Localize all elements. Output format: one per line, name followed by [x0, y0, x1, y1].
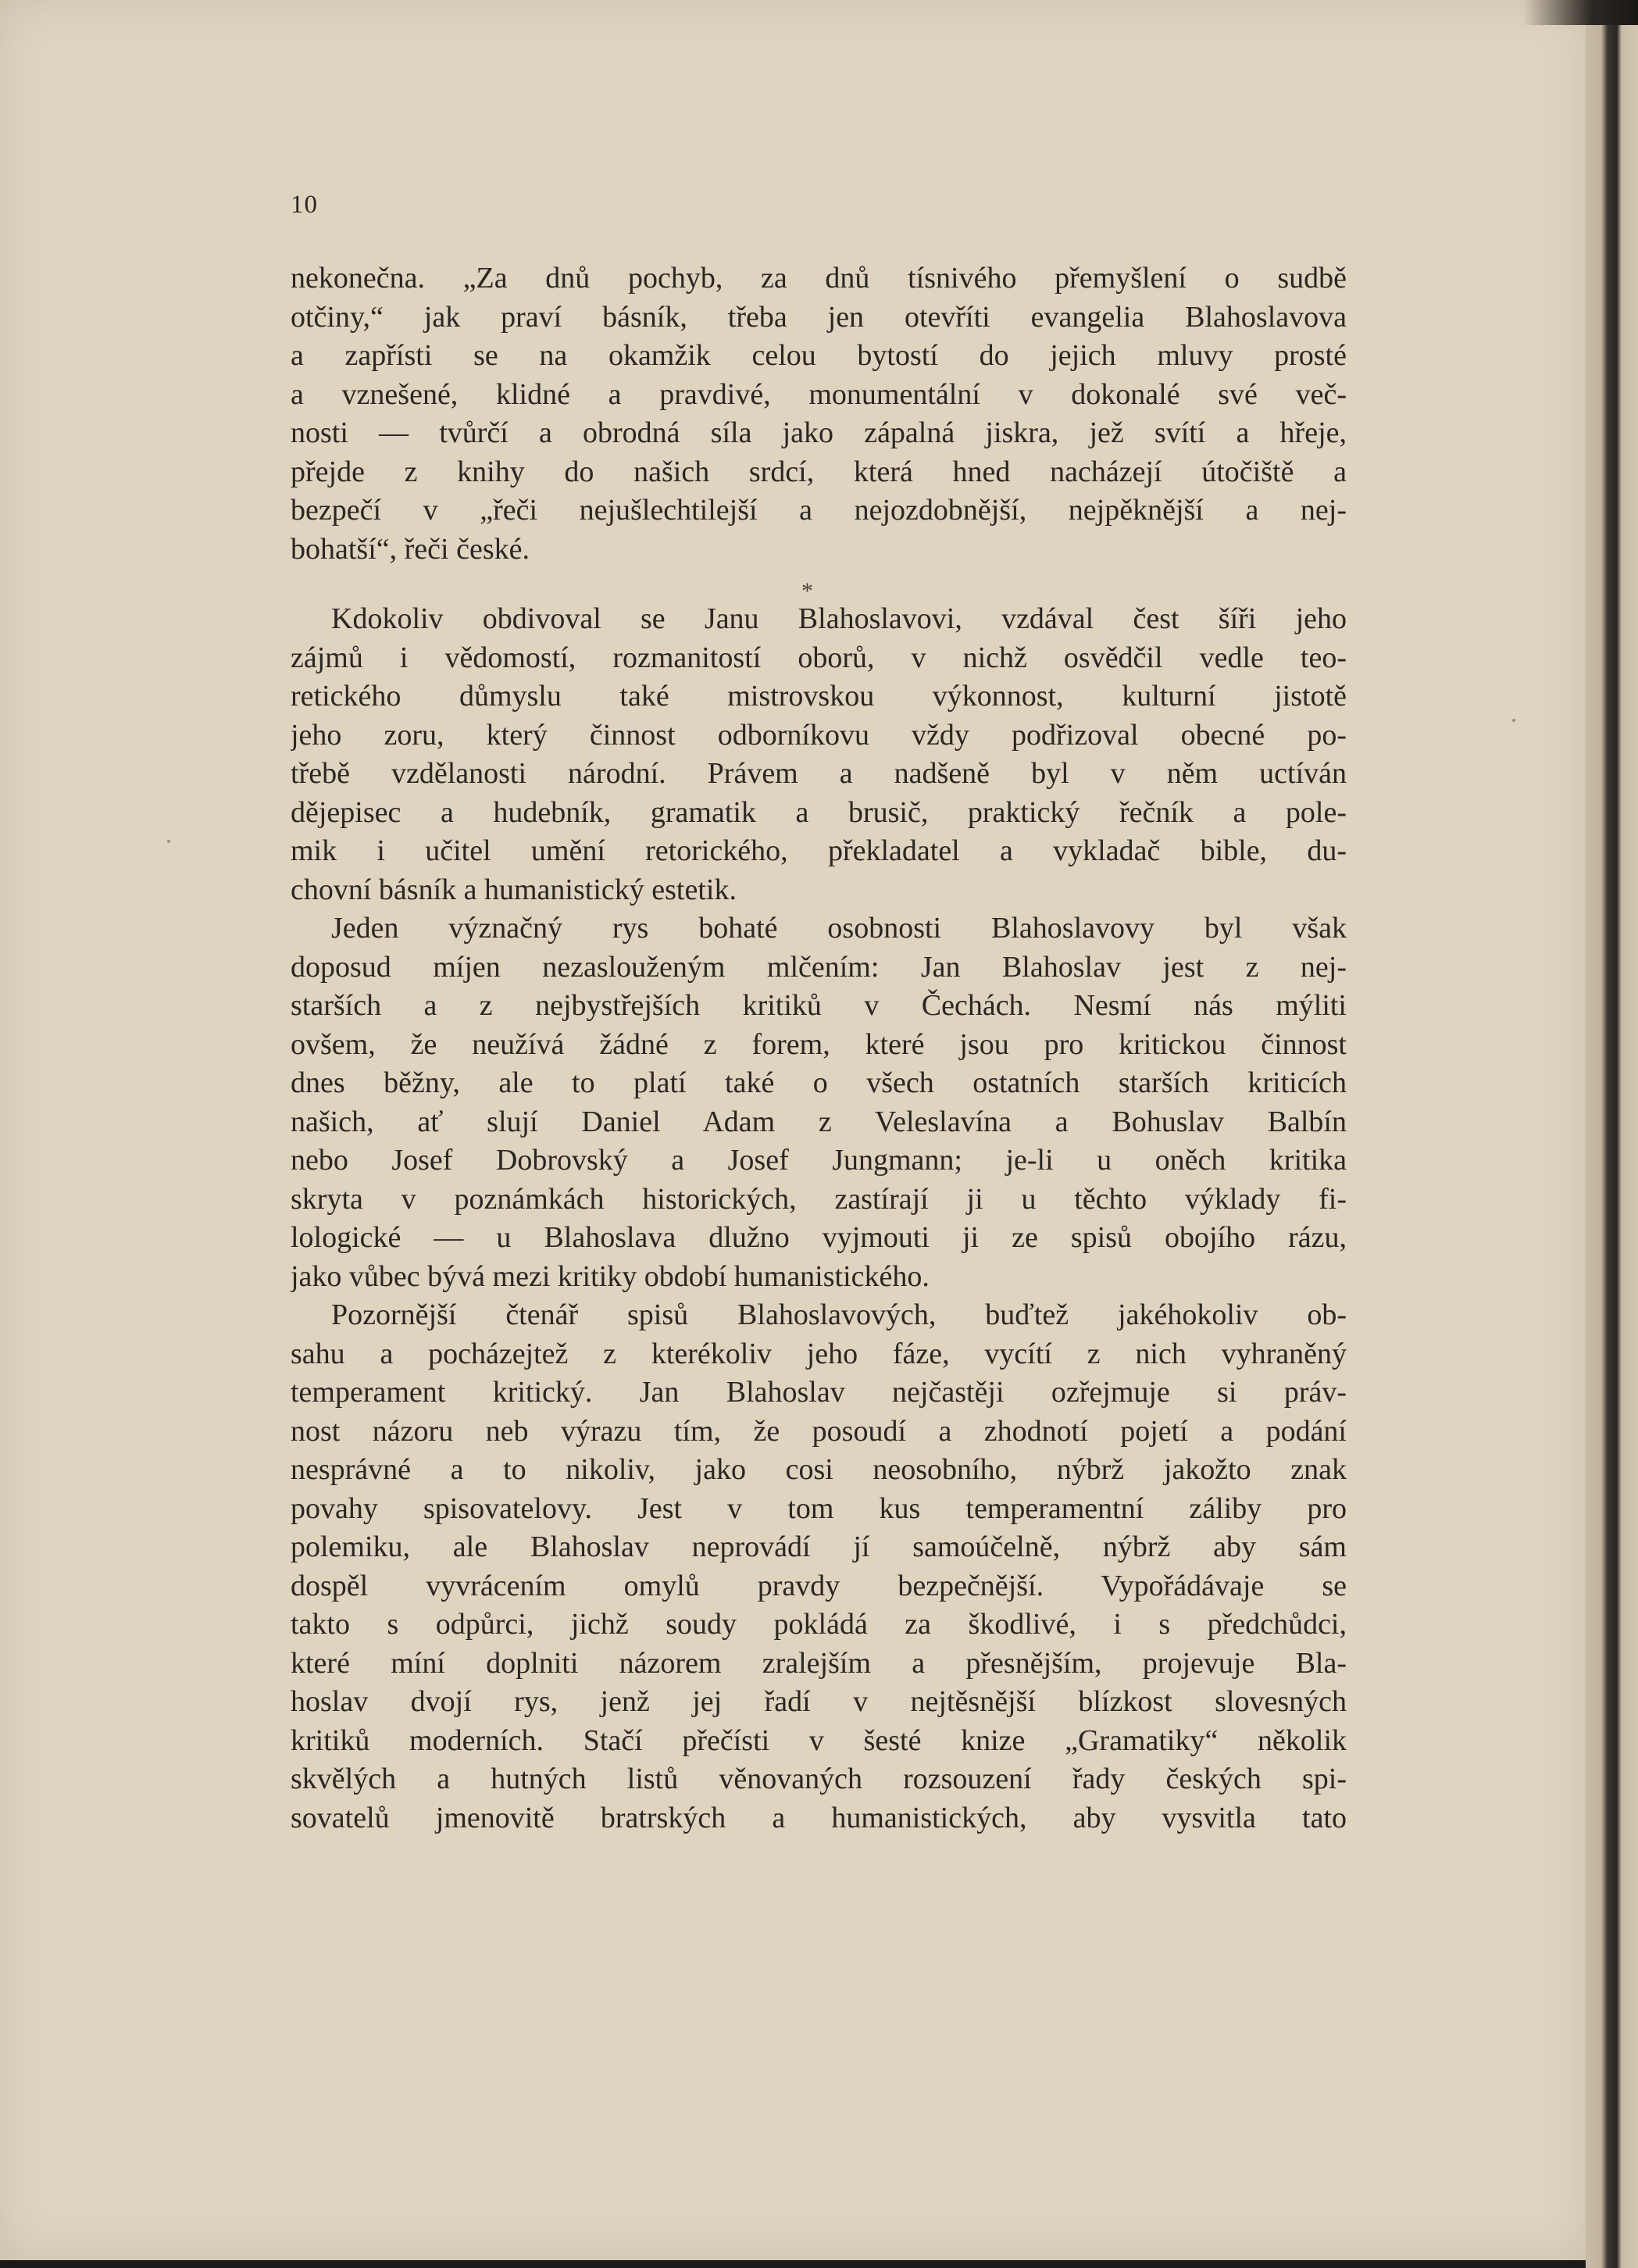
text-line: doposud míjen nezaslouženým mlčením: Jan Blahoslav jest z nej- — [291, 950, 1347, 984]
paper-speck — [167, 840, 170, 843]
text-line: dějepisec a hudebník, gramatik a brusič, praktický řečník a pole- — [291, 795, 1347, 829]
text-line: nebo Josef Dobrovský a Josef Jungmann; je-li u oněch kritika — [291, 1144, 1347, 1177]
text-line: které míní doplniti názorem zralejším a přesnějším, projevuje Bla- — [291, 1646, 1347, 1680]
section-asterism: * — [801, 578, 813, 604]
text-line: třebě vzdělanosti národní. Právem a nadšeně byl v něm uctíván — [291, 757, 1347, 790]
body-text — [291, 259, 1347, 1838]
text-line: retického důmyslu také mistrovskou výkonnost, kulturní jistotě — [291, 680, 1347, 713]
book-corner-shadow — [1523, 0, 1638, 25]
text-line: bezpečí v „řeči nejušlechtilejší a nejozdobnější, nejpěknější a nej- — [291, 494, 1347, 527]
text-line: nosti — tvůrčí a obrodná síla jako zápalná jiskra, jež svítí a hřeje, — [291, 416, 1347, 449]
text-line: jeho zoru, který činnost odborníkovu vždy podřizoval obecné po- — [291, 718, 1347, 752]
text-line: hoslav dvojí rys, jenž jej řadí v nejtěsnější blízkost slovesných — [291, 1685, 1347, 1718]
text-line: sovatelů jmenovitě bratrských a humanistických, aby vysvitla tato — [291, 1801, 1347, 1834]
text-line: kritiků moderních. Stačí přečísti v šesté knize „Gramatiky“ několik — [291, 1723, 1347, 1757]
text-line: Jeden význačný rys bohaté osobnosti Blahoslavovy byl však — [331, 912, 1347, 945]
text-line: Kdokoliv obdivoval se Janu Blahoslavovi, vzdával čest šíři jeho — [331, 602, 1347, 635]
text-line: zájmů i vědomostí, rozmanitostí oborů, v nichž osvědčil vedle teo- — [291, 641, 1347, 674]
text-line: skryta v poznámkách historických, zastírají ji u těchto výklady fi- — [291, 1182, 1347, 1216]
text-line: přejde z knihy do našich srdcí, která hned nacházejí útočiště a — [291, 455, 1347, 488]
paper-speck — [1512, 719, 1515, 722]
text-line: lologické — u Blahoslava dlužno vyjmouti ji ze spisů obojího rázu, — [291, 1221, 1347, 1254]
text-line: a zapřísti se na okamžik celou bytostí do jejich mluvy prosté — [291, 339, 1347, 372]
text-line: otčiny,“ jak praví básník, třeba jen otevříti evangelia Blahoslavova — [291, 300, 1347, 334]
text-line: temperament kritický. Jan Blahoslav nejčastěji ozřejmuje si práv- — [291, 1376, 1347, 1409]
text-line: bohatší“, řeči české. — [291, 532, 530, 566]
text-line: dospěl vyvrácením omylů pravdy bezpečnější. Vypořádávaje se — [291, 1569, 1347, 1602]
text-line: povahy spisovatelovy. Jest v tom kus temperamentní záliby pro — [291, 1491, 1347, 1525]
text-line: polemiku, ale Blahoslav neprovádí jí samoúčelně, nýbrž aby sám — [291, 1530, 1347, 1563]
text-line: sahu a pocházejtež z kterékoliv jeho fáze, vycítí z nich vyhraněný — [291, 1337, 1347, 1370]
text-line: skvělých a hutných listů věnovaných rozsouzení řady českých spi- — [291, 1763, 1347, 1795]
text-line: Pozornější čtenář spisů Blahoslavových, buďtež jakéhokoliv ob- — [331, 1298, 1347, 1331]
section-gap — [291, 569, 1347, 600]
text-line: dnes běžny, ale to platí také o všech ostatních starších kriticích — [291, 1066, 1347, 1099]
text-line: jako vůbec bývá mezi kritiky období humanistického. — [291, 1259, 930, 1293]
text-line: mik i učitel umění retorického, překladatel a vykladač bible, du- — [291, 834, 1347, 867]
page-number: 10 — [291, 191, 318, 219]
text-line: takto s odpůrci, jichž soudy pokládá za škodlivé, i s předchůdci, — [291, 1608, 1347, 1641]
text-line: našich, ať slují Daniel Adam z Veleslavína a Bohuslav Balbín — [291, 1105, 1347, 1138]
text-line: nekonečna. „Za dnů pochyb, za dnů tísnivého přemyšlení o sudbě — [291, 262, 1347, 295]
text-line: starších a z nejbystřejších kritiků v Čechách. Nesmí nás mýliti — [291, 989, 1347, 1022]
text-line: a vznešené, klidné a pravdivé, monumentální v dokonalé své več- — [291, 377, 1347, 411]
text-line: ovšem, že neužívá žádné z forem, které jsou pro kritickou činnost — [291, 1027, 1347, 1061]
text-line: chovní básník a humanistický estetik. — [291, 873, 737, 906]
book-spine-edge — [1586, 0, 1638, 2268]
text-line: nesprávné a to nikoliv, jako cosi neosobního, nýbrž jakožto znak — [291, 1453, 1347, 1486]
text-line: nost názoru neb výrazu tím, že posoudí a zhodnotí pojetí a podání — [291, 1414, 1347, 1448]
